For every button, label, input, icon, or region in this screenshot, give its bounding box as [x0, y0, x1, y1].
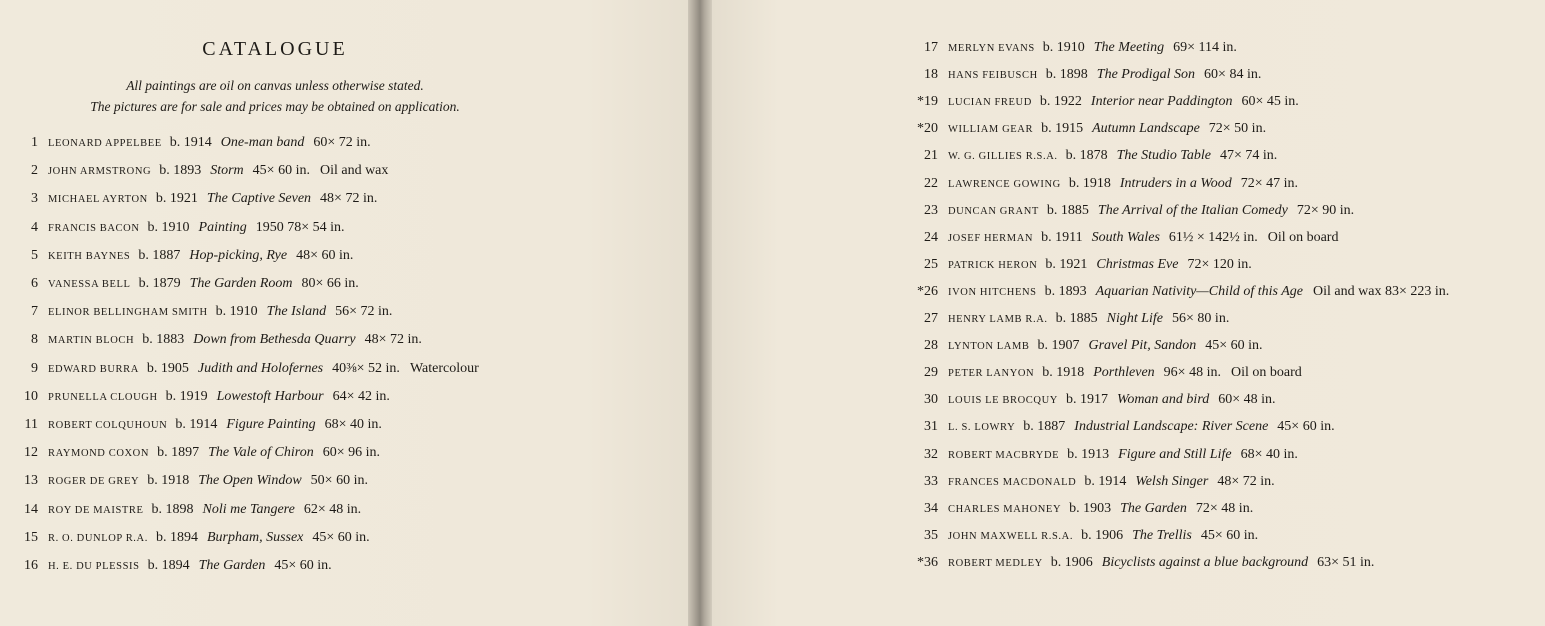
dimensions: 45× 60 in. — [274, 558, 332, 573]
birth-year: b. 1906 — [1081, 527, 1124, 543]
artist-name: KEITH BAYNES — [48, 250, 131, 262]
painting-title: The Vale of Chiron — [208, 445, 314, 461]
dimensions: 45× 60 in. — [1200, 527, 1259, 543]
catalogue-entry — [908, 37, 1237, 59]
entry-number: *19 — [917, 94, 938, 110]
painting-title: Welsh Singer — [1135, 473, 1209, 489]
catalogue-entry — [0, 499, 361, 521]
dimensions: 48× 60 in. — [296, 247, 354, 263]
entry-number: 5 — [31, 247, 38, 263]
birth-year: b. 1894 — [147, 558, 190, 573]
catalogue-entry — [908, 498, 1253, 520]
catalogue-entry — [908, 145, 1277, 167]
entry-number: 16 — [24, 558, 38, 573]
dimensions: 48× 72 in. — [364, 332, 422, 348]
artist-name: JOHN MAXWELL R.S.A. — [948, 530, 1074, 542]
catalogue-entry — [0, 160, 388, 182]
birth-year: b. 1914 — [1084, 473, 1127, 489]
birth-year: b. 1887 — [138, 247, 181, 263]
artist-name: W. G. GILLIES R.S.A. — [948, 151, 1058, 163]
birth-year: b. 1921 — [1045, 256, 1088, 272]
painting-title: Night Life — [1106, 311, 1164, 326]
birth-year: b. 1878 — [1065, 148, 1108, 164]
entry-number: 21 — [924, 148, 938, 164]
painting-title: Interior near Paddington — [1090, 94, 1233, 110]
birth-year: b. 1887 — [1023, 419, 1066, 435]
dimensions: 60× 72 in. — [313, 135, 371, 150]
birth-year: b. 1907 — [1037, 338, 1080, 354]
birth-year: b. 1910 — [147, 219, 190, 235]
entry-number: 27 — [924, 311, 938, 326]
dimensions: 72× 47 in. — [1240, 175, 1299, 191]
painting-title: The Island — [266, 304, 327, 320]
entry-number: 14 — [24, 501, 38, 517]
artist-name: VANESSA BELL — [48, 279, 131, 290]
left-page — [0, 0, 688, 626]
painting-title: Christmas Eve — [1096, 256, 1179, 272]
dimensions: 50× 60 in. — [310, 473, 368, 489]
dimensions: 60× 96 in. — [322, 445, 381, 461]
birth-year: b. 1905 — [146, 360, 189, 376]
book-gutter — [688, 0, 712, 626]
entry-number: 30 — [924, 392, 938, 408]
entry-number: 28 — [924, 338, 938, 354]
catalogue-entry — [0, 245, 353, 267]
painting-title: Intruders in a Wood — [1119, 175, 1232, 191]
medium: Oil and wax — [319, 163, 389, 179]
entry-number: 23 — [924, 202, 938, 218]
dimensions: 62× 48 in. — [303, 501, 362, 517]
catalogue-note-medium: All paintings are oil on canvas unless otherwise stated. — [126, 78, 424, 93]
dimensions: 45× 60 in. — [1277, 419, 1335, 435]
birth-year: b. 1917 — [1065, 392, 1108, 408]
artist-name: PRUNELLA CLOUGH — [48, 391, 158, 403]
birth-year: b. 1883 — [142, 332, 185, 348]
birth-year: b. 1918 — [1042, 365, 1085, 381]
catalogue-entry — [0, 358, 479, 380]
artist-name: WILLIAM GEAR — [948, 124, 1034, 136]
dimensions: 48× 72 in. — [320, 191, 378, 207]
birth-year: b. 1903 — [1069, 500, 1112, 516]
catalogue-entry — [908, 335, 1263, 357]
birth-year: b. 1911 — [1041, 229, 1083, 245]
artist-name: ELINOR BELLINGHAM SMITH — [48, 307, 208, 319]
entry-number: 32 — [924, 446, 938, 462]
birth-year: b. 1919 — [165, 388, 208, 404]
catalogue-entry — [0, 442, 380, 464]
artist-name: ROGER DE GREY — [48, 476, 140, 488]
dimensions: 60× 48 in. — [1218, 392, 1276, 408]
artist-name: MERLYN EVANS — [948, 43, 1035, 54]
birth-year: b. 1913 — [1067, 446, 1110, 462]
catalogue-entry — [0, 217, 345, 239]
catalogue-entry — [908, 64, 1261, 86]
painting-title: Gravel Pit, Sandon — [1088, 338, 1197, 354]
painting-title: The Captive Seven — [206, 191, 312, 207]
artist-name: LAWRENCE GOWING — [948, 178, 1061, 190]
painting-title: Woman and bird — [1116, 392, 1210, 408]
painting-title: The Prodigal Son — [1096, 67, 1196, 83]
birth-year: b. 1906 — [1050, 554, 1093, 570]
artist-name: LEONARD APPELBEE — [48, 138, 162, 149]
artist-name: PATRICK HERON — [948, 259, 1038, 271]
entry-number: 13 — [24, 473, 38, 489]
artist-name: MICHAEL AYRTON — [48, 194, 148, 206]
painting-title: Down from Bethesda Quarry — [193, 332, 356, 348]
painting-title: The Trellis — [1132, 527, 1192, 543]
entry-number: 24 — [924, 229, 938, 245]
dimensions: 60× 84 in. — [1204, 67, 1262, 83]
entry-number: 18 — [924, 67, 938, 83]
painting-title: Burpham, Sussex — [206, 529, 304, 545]
dimensions: 96× 48 in. — [1163, 365, 1221, 381]
painting-title: The Studio Table — [1116, 148, 1212, 164]
catalogue-entry — [0, 301, 392, 323]
artist-name: JOSEF HERMAN — [948, 232, 1034, 244]
birth-year: b. 1897 — [157, 445, 200, 461]
artist-name: ROBERT MACBRYDE — [948, 449, 1060, 461]
dimensions: 60× 45 in. — [1241, 94, 1299, 110]
painting-title: The Garden Room — [189, 276, 293, 291]
painting-title: Figure Painting — [226, 417, 316, 432]
catalogue-entry — [0, 132, 371, 154]
birth-year: b. 1910 — [215, 304, 258, 320]
catalogue-entry — [908, 444, 1298, 466]
entry-number: 8 — [31, 332, 38, 348]
artist-name: HENRY LAMB R.A. — [948, 314, 1048, 325]
catalogue-entry — [0, 414, 382, 436]
entry-number: 33 — [924, 473, 938, 489]
birth-year: b. 1918 — [1068, 175, 1111, 191]
entry-number: 12 — [24, 445, 38, 461]
dimensions: 72× 48 in. — [1195, 500, 1254, 516]
entry-number: 25 — [924, 256, 938, 272]
painting-title: Figure and Still Life — [1118, 446, 1232, 462]
artist-name: L. S. LOWRY — [948, 422, 1016, 434]
painting-title: The Garden — [1120, 500, 1187, 516]
artist-name: ROBERT MEDLEY — [948, 557, 1043, 569]
catalogue-entry — [908, 173, 1298, 195]
birth-year: b. 1885 — [1055, 311, 1098, 326]
catalogue-entry — [908, 525, 1258, 547]
painting-title: Porthleven — [1093, 365, 1155, 381]
painting-title: The Meeting — [1093, 40, 1165, 55]
catalogue-entry — [908, 362, 1302, 384]
dimensions: 68× 40 in. — [1240, 446, 1298, 462]
artist-name: PETER LANYON — [948, 368, 1035, 380]
painting-title: Lowestoft Harbour — [216, 388, 324, 404]
artist-name: RAYMOND COXON — [48, 448, 150, 460]
dimensions: 45× 60 in. — [1205, 338, 1263, 354]
dimensions: 45× 60 in. — [312, 529, 370, 545]
birth-year: b. 1893 — [1044, 283, 1087, 299]
catalogue-heading: CATALOGUE — [202, 38, 348, 60]
dimensions: 69× 114 in. — [1173, 40, 1237, 55]
painting-title: Aquarian Nativity—Child of this Age — [1095, 283, 1304, 299]
birth-year: b. 1885 — [1046, 202, 1089, 218]
catalogue-entry — [0, 188, 377, 210]
birth-year: b. 1894 — [155, 529, 198, 545]
catalogue-entry — [0, 470, 368, 492]
medium: Oil and wax 83× 223 in. — [1313, 283, 1450, 299]
entry-number: 11 — [24, 417, 38, 432]
artist-name: FRANCES MACDONALD — [948, 476, 1077, 488]
artist-name: R. O. DUNLOP R.A. — [48, 532, 148, 544]
medium: Oil on board — [1230, 365, 1302, 381]
birth-year: b. 1893 — [159, 163, 202, 179]
artist-name: IVON HITCHENS — [948, 286, 1037, 298]
entry-number: *26 — [917, 283, 938, 299]
dimensions: 47× 74 in. — [1220, 148, 1278, 164]
dimensions: 64× 42 in. — [332, 388, 390, 404]
medium: Watercolour — [409, 360, 479, 376]
entry-number: 34 — [924, 500, 938, 516]
entry-number: 35 — [924, 527, 938, 543]
dimensions: 61½ × 142½ in. — [1168, 229, 1258, 245]
birth-year: b. 1918 — [147, 473, 190, 489]
artist-name: EDWARD BURRA — [48, 363, 139, 375]
artist-name: LUCIAN FREUD — [948, 97, 1032, 109]
catalogue-entry — [0, 555, 332, 577]
catalogue-entry — [908, 200, 1354, 222]
entry-number: 29 — [924, 365, 938, 381]
painting-title: Noli me Tangere — [202, 501, 295, 517]
entry-number: 15 — [24, 529, 38, 545]
painting-title: Hop-picking, Rye — [189, 247, 288, 263]
dimensions: 63× 51 in. — [1317, 554, 1375, 570]
entry-number: 3 — [31, 191, 38, 207]
birth-year: b. 1922 — [1039, 94, 1082, 110]
catalogue-entry — [0, 527, 370, 549]
catalogue-note-sale: The pictures are for sale and prices may be obtained on application. — [90, 99, 460, 114]
entry-number: 9 — [31, 360, 38, 376]
artist-name: ROBERT COLQUHOUN — [48, 420, 168, 431]
artist-name: ROY DE MAISTRE — [48, 504, 144, 516]
artist-name: LOUIS LE BROCQUY — [948, 395, 1058, 407]
artist-name: CHARLES MAHONEY — [948, 503, 1062, 515]
catalogue-entry — [908, 91, 1299, 113]
catalogue-entry — [908, 281, 1449, 303]
entry-number: 22 — [924, 175, 938, 191]
painting-title: One-man band — [220, 135, 305, 150]
painting-title: Industrial Landscape: River Scene — [1074, 419, 1269, 435]
entry-number: 31 — [924, 419, 938, 435]
artist-name: JOHN ARMSTRONG — [48, 166, 152, 178]
birth-year: b. 1898 — [1045, 67, 1088, 83]
dimensions: 56× 80 in. — [1172, 311, 1230, 326]
catalogue-entry — [908, 552, 1374, 574]
entry-number: *20 — [917, 121, 938, 137]
dimensions: 1950 78× 54 in. — [255, 219, 345, 235]
catalogue-entry — [908, 118, 1266, 140]
artist-name: MARTIN BLOCH — [48, 335, 135, 347]
birth-year: b. 1914 — [169, 135, 212, 150]
dimensions: 68× 40 in. — [324, 417, 382, 432]
entry-number: 6 — [31, 276, 38, 291]
dimensions: 45× 60 in. — [252, 163, 310, 179]
painting-title: Bicyclists against a blue background — [1101, 554, 1309, 570]
medium: Oil on board — [1267, 229, 1339, 245]
artist-name: HANS FEIBUSCH — [948, 70, 1038, 82]
dimensions: 56× 72 in. — [335, 304, 393, 320]
artist-name: DUNCAN GRANT — [948, 205, 1039, 217]
painting-title: Judith and Holofernes — [197, 360, 324, 376]
painting-title: Painting — [198, 219, 247, 235]
painting-title: Autumn Landscape — [1092, 121, 1200, 137]
entry-number: 2 — [31, 163, 38, 179]
artist-name: FRANCIS BACON — [48, 222, 140, 234]
dimensions: 48× 72 in. — [1217, 473, 1275, 489]
dimensions: 72× 120 in. — [1187, 256, 1252, 272]
painting-title: The Garden — [198, 558, 266, 573]
dimensions: 80× 66 in. — [301, 276, 359, 291]
catalogue-entry — [0, 329, 422, 351]
dimensions: 72× 90 in. — [1296, 202, 1355, 218]
birth-year: b. 1879 — [138, 276, 181, 291]
birth-year: b. 1898 — [151, 501, 194, 517]
catalogue-entry — [908, 389, 1276, 411]
entry-number: 4 — [31, 219, 38, 235]
entry-number: *36 — [917, 554, 938, 570]
catalogue-entry — [908, 471, 1275, 493]
catalogue-entry — [908, 416, 1335, 438]
entry-number: 1 — [31, 135, 38, 150]
catalogue-entry — [0, 273, 359, 295]
catalogue-entry — [908, 254, 1252, 276]
entry-number: 10 — [24, 388, 38, 404]
birth-year: b. 1915 — [1041, 121, 1084, 137]
dimensions: 72× 50 in. — [1208, 121, 1267, 137]
painting-title: South Wales — [1091, 229, 1160, 245]
entry-number: 17 — [924, 40, 938, 55]
painting-title: Storm — [210, 163, 244, 179]
catalogue-entry — [908, 308, 1229, 330]
catalogue-entry — [0, 386, 390, 408]
dimensions: 40⅜× 52 in. — [332, 360, 400, 376]
birth-year: b. 1914 — [175, 417, 218, 432]
right-page — [712, 0, 1545, 626]
entry-number: 7 — [31, 304, 38, 320]
birth-year: b. 1921 — [155, 191, 198, 207]
painting-title: The Arrival of the Italian Comedy — [1097, 202, 1288, 218]
artist-name: LYNTON LAMB — [948, 341, 1030, 353]
birth-year: b. 1910 — [1042, 40, 1085, 55]
painting-title: The Open Window — [198, 473, 302, 489]
artist-name: H. E. DU PLESSIS — [48, 561, 140, 572]
catalogue-entry — [908, 227, 1338, 249]
